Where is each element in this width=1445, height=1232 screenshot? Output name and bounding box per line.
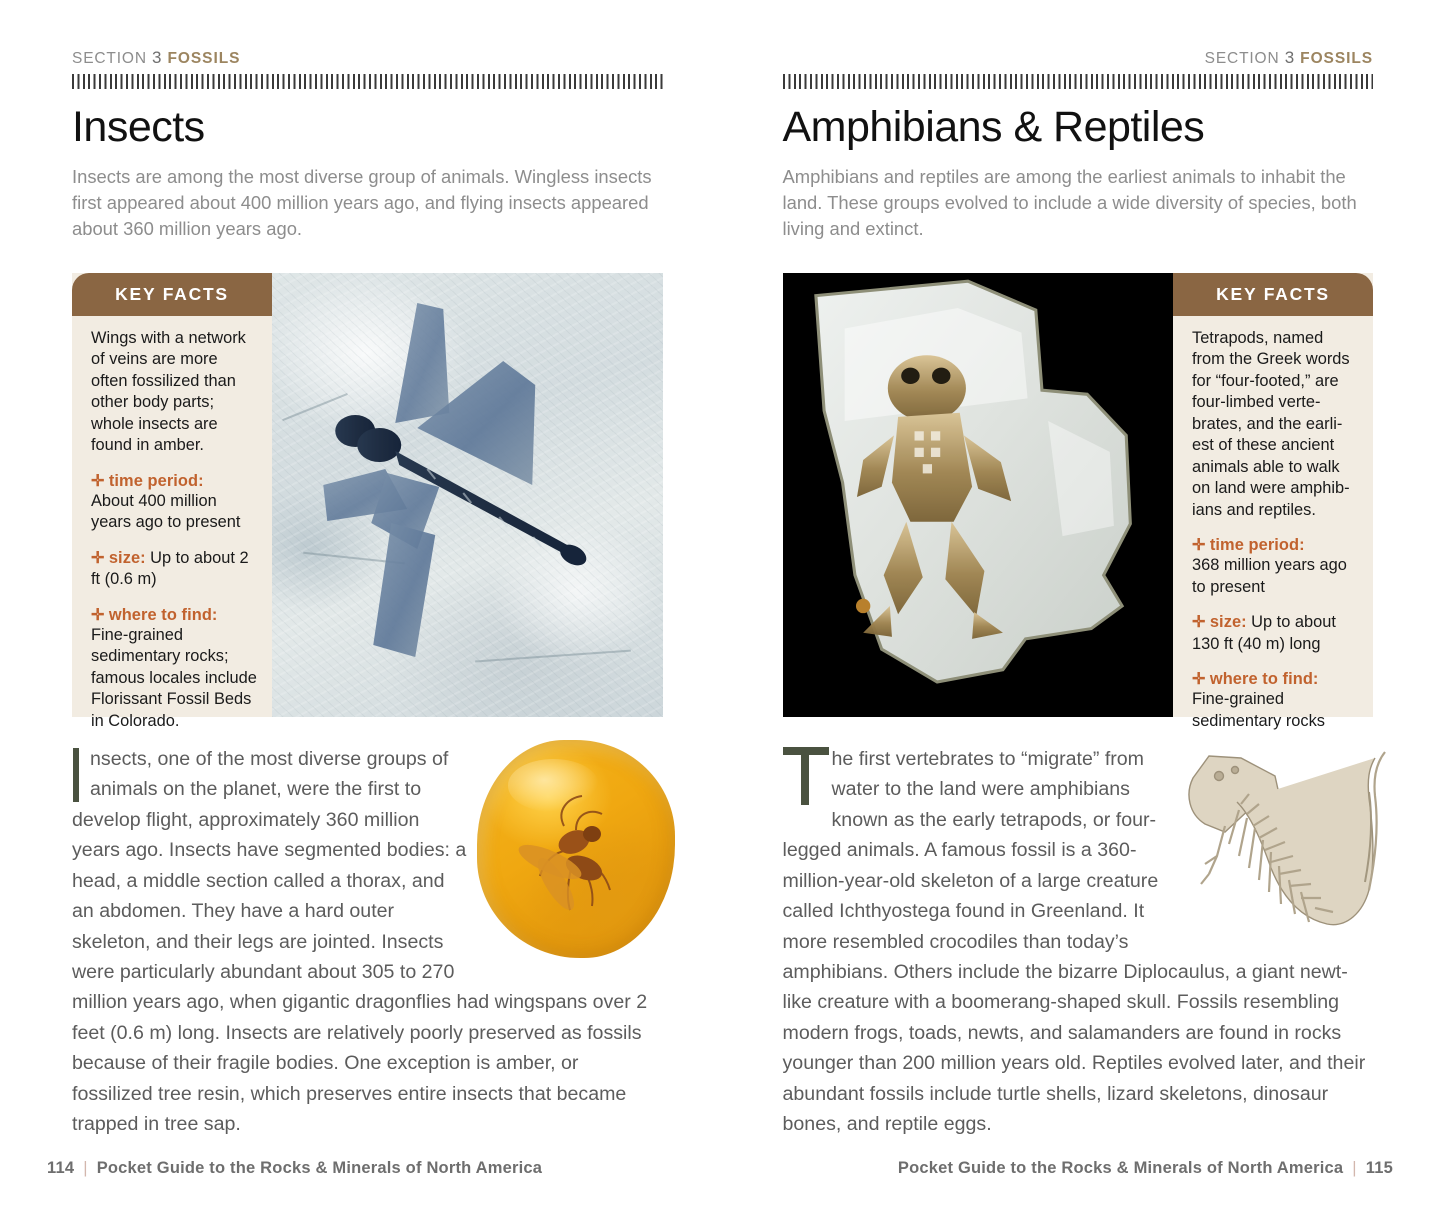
- body-paragraph: nsects, one of the most diverse groups of animals on the planet, were the first to develop flight, approximately 360 million years ago. Insects have segmented bodies: a head, a middle section called a thorax, and an abdomen. They have a hard outer skeleton, and their legs are jointed. Insects were particularly abundant about 305 to 270 million years ago, when gigantic dragonflies had wingspans over 2 feet (0.6 m) long. Insects are relatively poorly preserved as fossils because of their fragile bodies. One exception is amber, or fossilized tree resin, which preserves entire insects that became trapped in tree sap.: [72, 747, 648, 1136]
- body-text-left: [72, 744, 663, 1140]
- tick-rule-divider: [783, 74, 1374, 89]
- dragonfly-fossil-silhouette: [272, 273, 663, 717]
- key-facts-item-time-period: [1192, 535, 1359, 598]
- drop-cap-letter: [73, 748, 79, 802]
- key-facts-item-size: [91, 548, 258, 591]
- key-facts-item-value: Up to about 130 ft (40 m) long: [1192, 613, 1336, 653]
- plus-icon: ✛: [91, 472, 105, 490]
- key-facts-item-value: Up to about 2 ft (0.6 m): [91, 548, 249, 589]
- key-facts-intro: Tetrapods, named from the Greek words for “four-footed,” are four-limbed verte-brates, and the earli-est of these ancient animals able to walk on land were amphib-ians and reptiles.: [1192, 328, 1350, 519]
- key-facts-body: [1173, 316, 1373, 746]
- running-head-section-number: 3: [1284, 48, 1295, 67]
- key-facts-item-size: [1192, 612, 1359, 655]
- diplocaulus-skeleton-illustration: [1179, 732, 1397, 940]
- footer-left: [47, 1159, 542, 1178]
- running-head-section-name: FOSSILS: [1300, 50, 1373, 67]
- page-number: 114: [47, 1159, 75, 1177]
- page-number: 115: [1365, 1159, 1393, 1177]
- running-head-section-name: FOSSILS: [167, 50, 241, 67]
- plus-icon: ✛: [91, 549, 105, 567]
- tick-rule-divider: [72, 74, 663, 89]
- key-facts-heading: KEY FACTS: [72, 273, 272, 316]
- key-facts-item-label: size:: [1209, 613, 1247, 632]
- footer-separator: |: [1352, 1159, 1357, 1177]
- running-head-section-word: SECTION: [72, 50, 147, 67]
- key-facts-item-value: Fine-grained sedimentary rocks: [1192, 690, 1325, 730]
- footer-right: [898, 1159, 1393, 1178]
- right-page: [723, 0, 1445, 1232]
- plus-icon: ✛: [1192, 671, 1206, 689]
- key-facts-item-label: time period:: [1209, 536, 1305, 555]
- key-facts-item-value: Fine-grained sedimentary rocks; famous locales include Florissant Fossil Beds in Colorado.: [91, 625, 257, 730]
- footer-separator: |: [83, 1159, 88, 1177]
- page-title: Insects: [72, 103, 205, 151]
- key-facts-item-time-period: [91, 471, 258, 534]
- key-facts-body: [72, 316, 272, 746]
- plus-icon: ✛: [1192, 537, 1206, 555]
- key-facts-intro: Wings with a network of veins are more often fossilized than other body parts; whole insects are found in amber.: [91, 328, 246, 455]
- plus-icon: ✛: [1192, 614, 1206, 632]
- key-facts-item-where-to-find: [1192, 669, 1359, 732]
- frog-fossil-slab: [783, 273, 1174, 717]
- body-text-right: [783, 744, 1374, 1140]
- amber-nodule: [477, 740, 675, 958]
- page-deck: Amphibians and reptiles are among the earliest animals to inhabit the land. These groups evolved to include a wide diversity of species, both living and extinct.: [782, 166, 1357, 239]
- feature-row-right: [783, 273, 1374, 730]
- drop-cap-letter: [783, 747, 829, 805]
- insect-in-amber-illustration: [469, 740, 681, 972]
- key-facts-panel: [72, 273, 272, 730]
- key-facts-item-label: size:: [108, 548, 146, 567]
- skeleton-drawing: [1179, 732, 1397, 940]
- page-deck: Insects are among the most diverse group of animals. Wingless insects first appeared about 400 million years ago, and flying insects appeared about 360 million years ago.: [72, 166, 652, 239]
- running-head-left: [72, 48, 663, 68]
- body-paragraph: he first vertebrates to “migrate” from water to the land were amphibians known as the early tetrapods, or four-legged animals. A famous fossil is a 360-million-year-old skeleton of a large creature called Ichthyostega found in Greenland. It more resembled crocodiles than today’s amphibians. Others include the bizarre Diplocaulus, a giant newt-like creature with a boomerang-shaped skull. Fossils resembling modern frogs, toads, newts, and salamanders are found in rocks younger than 200 million years old. Reptiles evolved later, and their abundant fossils include turtle shells, lizard skeletons, dinosaur bones, and reptile eggs.: [782, 747, 1366, 1136]
- running-head-section-number: 3: [152, 48, 163, 67]
- book-title: Pocket Guide to the Rocks & Minerals of North America: [897, 1159, 1344, 1177]
- running-head-right: [783, 48, 1374, 68]
- page-title: Amphibians & Reptiles: [782, 103, 1205, 151]
- key-facts-panel: [1173, 273, 1373, 730]
- key-facts-heading: KEY FACTS: [1173, 273, 1373, 316]
- running-head-section-word: SECTION: [1204, 50, 1280, 67]
- key-facts-item-where-to-find: [91, 605, 258, 732]
- book-title: Pocket Guide to the Rocks & Minerals of North America: [96, 1159, 543, 1177]
- tetrapod-frog-fossil-photo: [783, 273, 1174, 717]
- feature-row-left: [72, 273, 663, 730]
- key-facts-item-label: time period:: [108, 471, 204, 490]
- trapped-insect: [510, 784, 642, 922]
- key-facts-item-value: 368 million years ago to present: [1192, 556, 1347, 596]
- key-facts-item-label: where to find:: [1209, 670, 1319, 689]
- key-facts-item-value: About 400 million years ago to present: [91, 491, 241, 532]
- key-facts-item-label: where to find:: [108, 605, 218, 624]
- plus-icon: ✛: [91, 606, 105, 624]
- dragonfly-fossil-photo: [272, 273, 663, 717]
